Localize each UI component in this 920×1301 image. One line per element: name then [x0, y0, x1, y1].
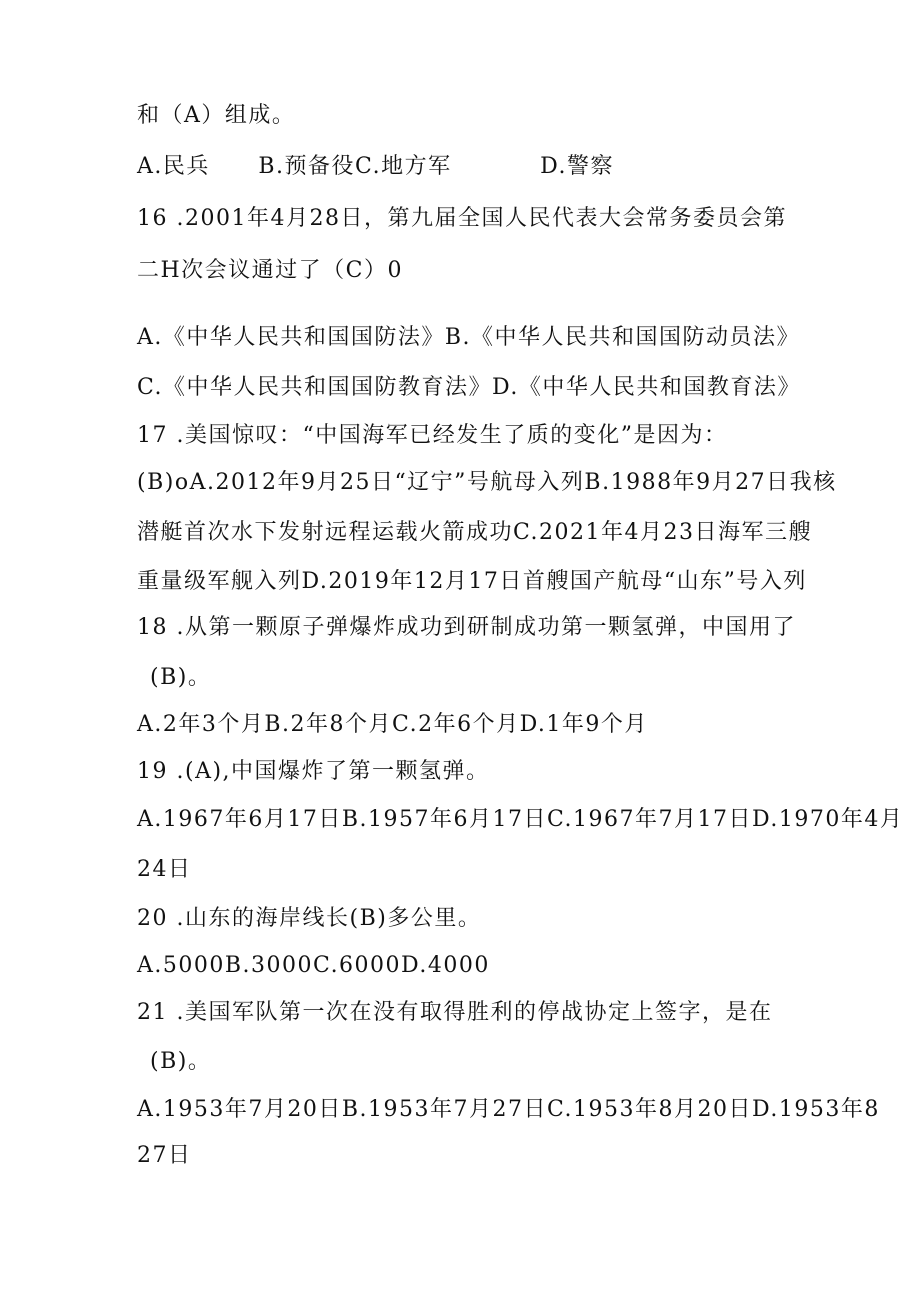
text-line: A.1953年7月20日B.1953年7月27日C.1953年8月20日D.1953年8: [137, 1097, 880, 1122]
question-21: 21 .美国军队第一次在没有取得胜利的停战协定上签字，是在: [137, 1000, 773, 1025]
text-line: 27日: [137, 1143, 192, 1168]
option-a: A.民兵: [137, 154, 210, 179]
text-line: (B)。: [150, 1049, 212, 1074]
text-line: (B)oA.2012年9月25日“辽宁”号航母入列B.1988年9月27日我核: [137, 470, 837, 495]
text-line: 24日: [137, 857, 192, 882]
text-line: A.5000B.3000C.6000D.4000: [137, 953, 490, 978]
text-line: 和（A）组成。: [137, 103, 296, 128]
q15-options: [137, 152, 614, 182]
question-17: 17 .美国惊叹：“中国海军已经发生了质的变化”是因为：: [137, 423, 728, 448]
option-d: D.警察: [540, 154, 614, 179]
question-19: 19 .(A),中国爆炸了第一颗氢弹。: [137, 759, 490, 784]
text-line: 重量级军舰入列D.2019年12月17日首艘国产航母“山东”号入列: [137, 569, 807, 594]
text-line: (B)。: [150, 665, 212, 690]
text-line: 二H次会议通过了（C）0: [137, 258, 404, 283]
text-line: A.1967年6月17日B.1957年6月17日C.1967年7月17日D.1970年4月: [137, 807, 904, 832]
text-line: 潜艇首次水下发射远程运载火箭成功C.2021年4月23日海军三艘: [137, 520, 813, 545]
question-18: 18 .从第一颗原子弹爆炸成功到研制成功第一颗氢弹，中国用了: [137, 615, 796, 640]
question-20: 20 .山东的海岸线长(B)多公里。: [137, 906, 482, 931]
text-line: A.《中华人民共和国国防法》B.《中华人民共和国国防动员法》: [137, 325, 801, 350]
option-b-c: B.预备役C.地方军: [258, 154, 452, 179]
text-line: A.2年3个月B.2年8个月C.2年6个月D.1年9个月: [137, 712, 648, 737]
question-16: 16 .2001年4月28日，第九届全国人民代表大会常务委员会第: [137, 206, 787, 231]
text-line: C.《中华人民共和国国防教育法》D.《中华人民共和国教育法》: [137, 375, 801, 400]
